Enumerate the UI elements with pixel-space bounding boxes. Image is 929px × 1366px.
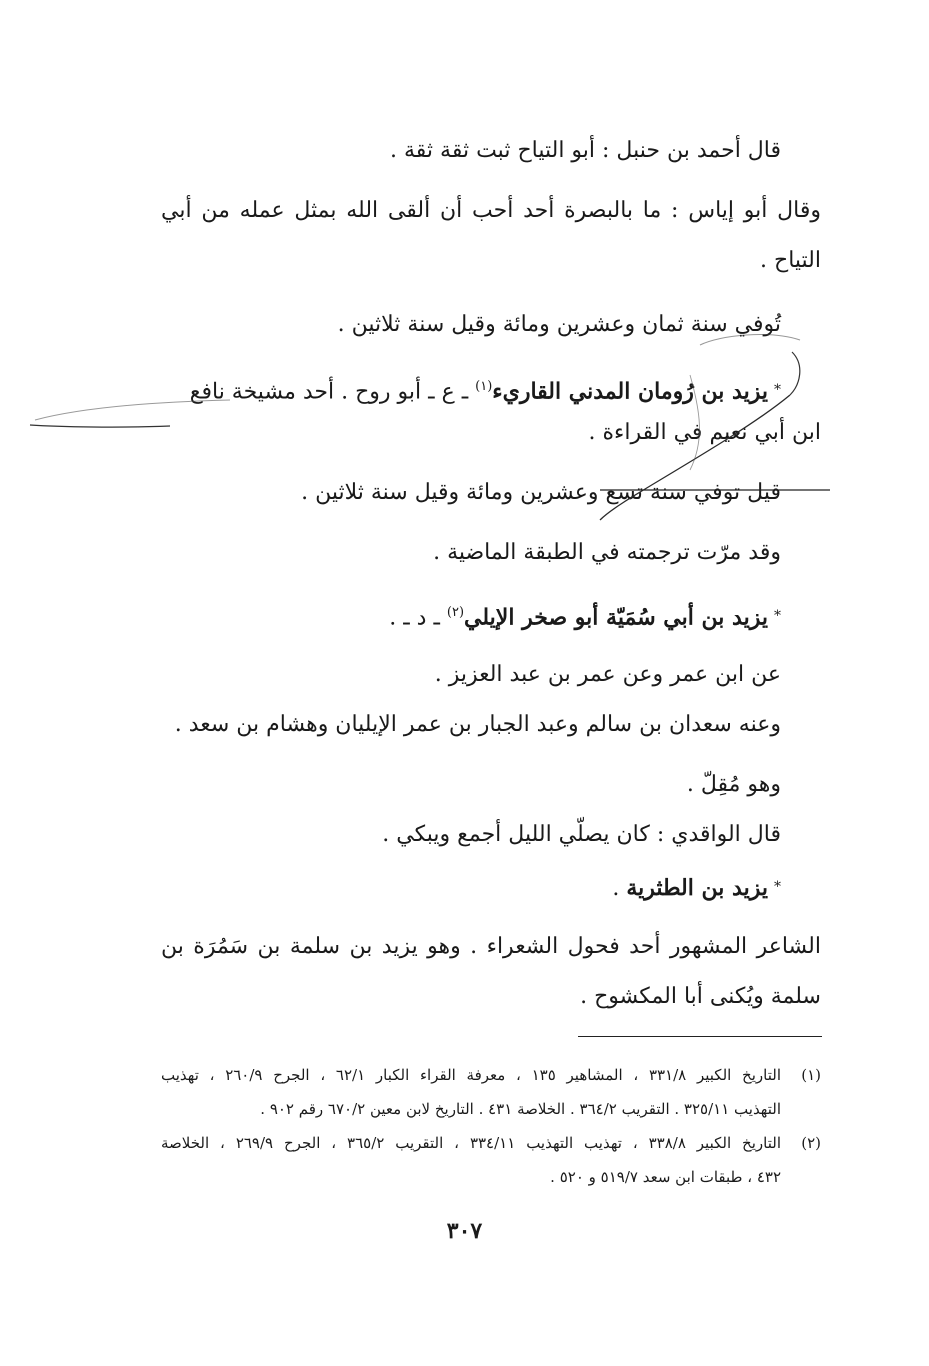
footnote-2-line-2: ٤٣٢ ، طبقات ابن سعد ٥١٩/٧ و ٥٢٠ . bbox=[550, 1168, 781, 1186]
text-line-2: وقال أبو إياس : ما بالبصرة أحد أحب أن ألقى الله بمثل عمله من أبي bbox=[161, 198, 821, 223]
text-line-1: قال أحمد بن حنبل : أبو التياح ثبت ثقة ثقة . bbox=[390, 138, 781, 163]
entry-marker: * bbox=[774, 382, 781, 399]
text-line-5: أحد مشيخة نافع bbox=[189, 379, 335, 405]
entry-marker: * bbox=[774, 608, 781, 625]
text-line-11: وهو مُقِلّ . bbox=[686, 772, 781, 797]
entry-tail: . bbox=[612, 876, 620, 901]
entry-yazid-tathriyya bbox=[612, 872, 781, 904]
text-line-3: التياح . bbox=[760, 248, 821, 273]
entry-tail: ـ د ـ . bbox=[389, 605, 440, 631]
pen-stroke-left-2 bbox=[30, 425, 170, 427]
entry-name: يزيد بن رُومان المدني القاريء bbox=[492, 378, 768, 405]
footnote-2-line-1: التاريخ الكبير ٣٣٨/٨ ، تهذيب التهذيب ٣٣٤/١١ ، التقريب ٣٦٥/٢ ، الجرح ٢٦٩/٩ ، الخلاصة bbox=[161, 1134, 781, 1152]
text-line-4: تُوفي سنة ثمان وعشرين ومائة وقيل سنة ثلاثين . bbox=[337, 312, 781, 337]
text-line-14: سلمة ويُكنى أبا المكشوح . bbox=[580, 984, 821, 1009]
entry-yazid-ruman bbox=[190, 372, 781, 407]
footnote-1-line-2: التهذيب ٣٢٥/١١ . التقريب ٣٦٤/٢ . الخلاصة ٤٣١ . التاريخ لابن معين ٦٧٠/٢ رقم ٩٠٢ . bbox=[260, 1100, 781, 1118]
entry-marker: * bbox=[774, 879, 781, 895]
text-line-13: الشاعر المشهور أحد فحول الشعراء . وهو يزيد بن سلمة بن سَمُرَة بن bbox=[161, 934, 821, 959]
entry-yazid-sumayya bbox=[389, 598, 781, 633]
page-number: ٣٠٧ bbox=[446, 1218, 483, 1244]
footnote-2-number: (٢) bbox=[801, 1134, 821, 1152]
footnote-1-line-1: التاريخ الكبير ٣٣١/٨ ، المشاهير ١٣٥ ، معرفة القراء الكبار ٦٢/١ ، الجرح ٢٦٠/٩ ، تهذيب bbox=[161, 1066, 781, 1084]
entry-name: يزيد بن الطثرية bbox=[626, 875, 768, 901]
text-line-6: ابن أبي نعيم في القراءة . bbox=[588, 420, 821, 445]
footnote-1-number: (١) bbox=[801, 1066, 821, 1084]
footnote-separator bbox=[578, 1036, 822, 1037]
entry-name: يزيد بن أبي سُمَيّة أبو صخر الإيلي bbox=[464, 604, 768, 631]
text-line-7: قيل توفي سنة تسع وعشرين ومائة وقيل سنة ثلاثين . bbox=[301, 480, 781, 505]
footnote-ref-2: (٢) bbox=[446, 605, 465, 620]
pen-bracket bbox=[790, 352, 800, 395]
text-line-10: وعنه سعدان بن سالم وعبد الجبار بن عمر الإيليان وهشام بن سعد . bbox=[174, 712, 781, 737]
text-line-12: قال الواقدي : كان يصلّي الليل أجمع ويبكي . bbox=[382, 822, 781, 847]
text-line-9: عن ابن عمر وعن عمر بن عبد العزيز . bbox=[434, 662, 781, 687]
text-line-8: وقد مرّت ترجمته في الطبقة الماضية . bbox=[433, 540, 781, 565]
footnote-ref-1: (١) bbox=[475, 379, 493, 394]
entry-tail: ـ ع ـ أبو روح . bbox=[341, 379, 469, 405]
